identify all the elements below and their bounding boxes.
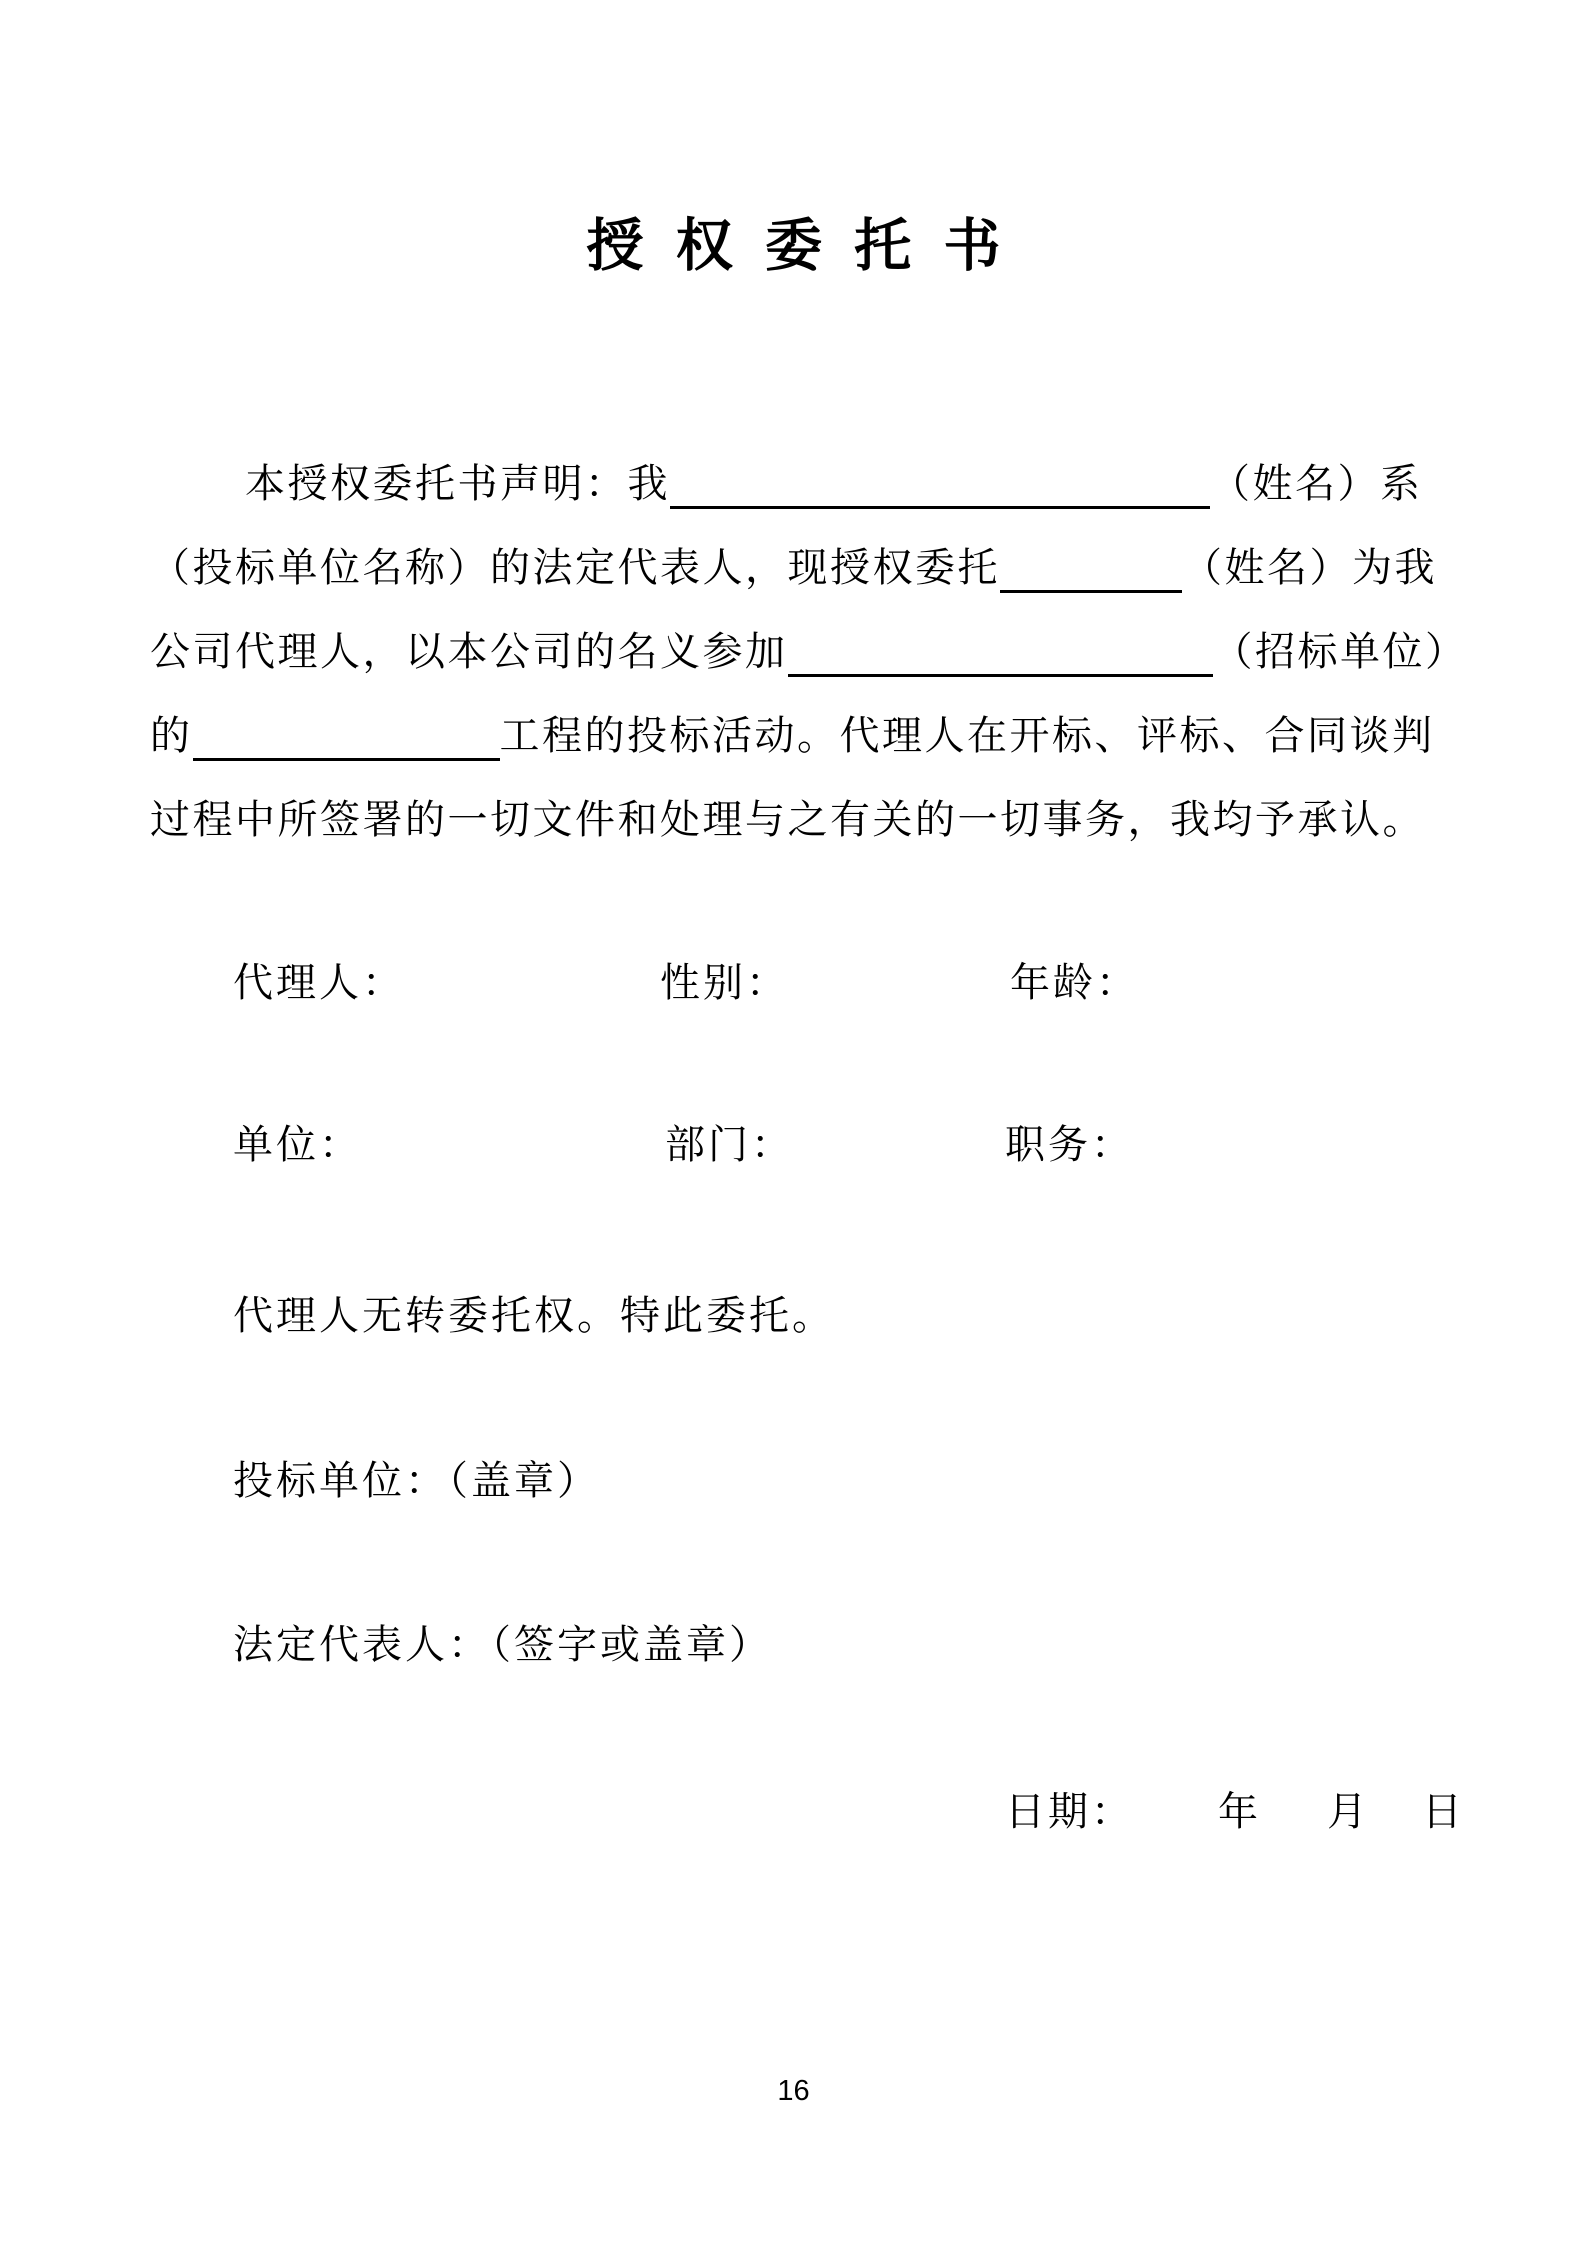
field-label-position: 职务： [1005,1122,1134,1167]
date-day-label: 日 [1422,1789,1465,1834]
blank-principal-name [670,462,1210,509]
paragraph-line-5 [150,778,1470,862]
field-label-gender: 性别： [660,960,789,1005]
blank-project-name [193,714,500,761]
field-label-age: 年龄： [1010,960,1139,1005]
line2-text2: （姓名）为我 [1182,545,1437,590]
field-label-department: 部门： [665,1122,794,1167]
page-number: 16 [777,2075,810,2107]
paragraph-line-1 [150,442,1470,526]
date-year-label: 年 [1218,1789,1261,1834]
line5-text1: 过程中所签署的一切文件和处理与之有关的一切事务，我均予承认。 [150,797,1425,842]
line2-text1: （投标单位名称）的法定代表人，现授权委托 [150,545,1000,590]
page-title: 授 权 委 托 书 [586,215,1010,278]
blank-agent-name [1000,546,1182,593]
paragraph-line-4 [150,694,1470,778]
line3-text2: （招标单位） [1212,629,1468,674]
field-label-agent: 代理人： [233,960,405,1005]
paragraph-line-2 [150,526,1470,610]
line1-text2: （姓名）系 [1210,461,1423,506]
line4-text1: 的 [150,713,193,758]
date-label: 日期： [1005,1789,1134,1834]
legal-representative-line: 法定代表人：（签字或盖章） [233,1622,772,1667]
no-sub-delegation-statement: 代理人无转委托权。特此委托。 [233,1293,835,1338]
blank-tendering-unit [788,630,1213,677]
date-month-label: 月 [1327,1789,1370,1834]
line1-text1: 本授权委托书声明：我 [245,461,670,506]
paragraph-line-3 [150,610,1470,694]
line3-text1: 公司代理人，以本公司的名义参加 [150,629,788,674]
field-label-unit: 单位： [233,1122,362,1167]
authorization-paragraph [150,442,1470,862]
date-line [1005,1789,1465,1835]
bidder-seal-line: 投标单位：（盖章） [233,1458,600,1503]
line4-text2: 工程的投标活动。代理人在开标、评标、合同谈判 [499,713,1435,758]
